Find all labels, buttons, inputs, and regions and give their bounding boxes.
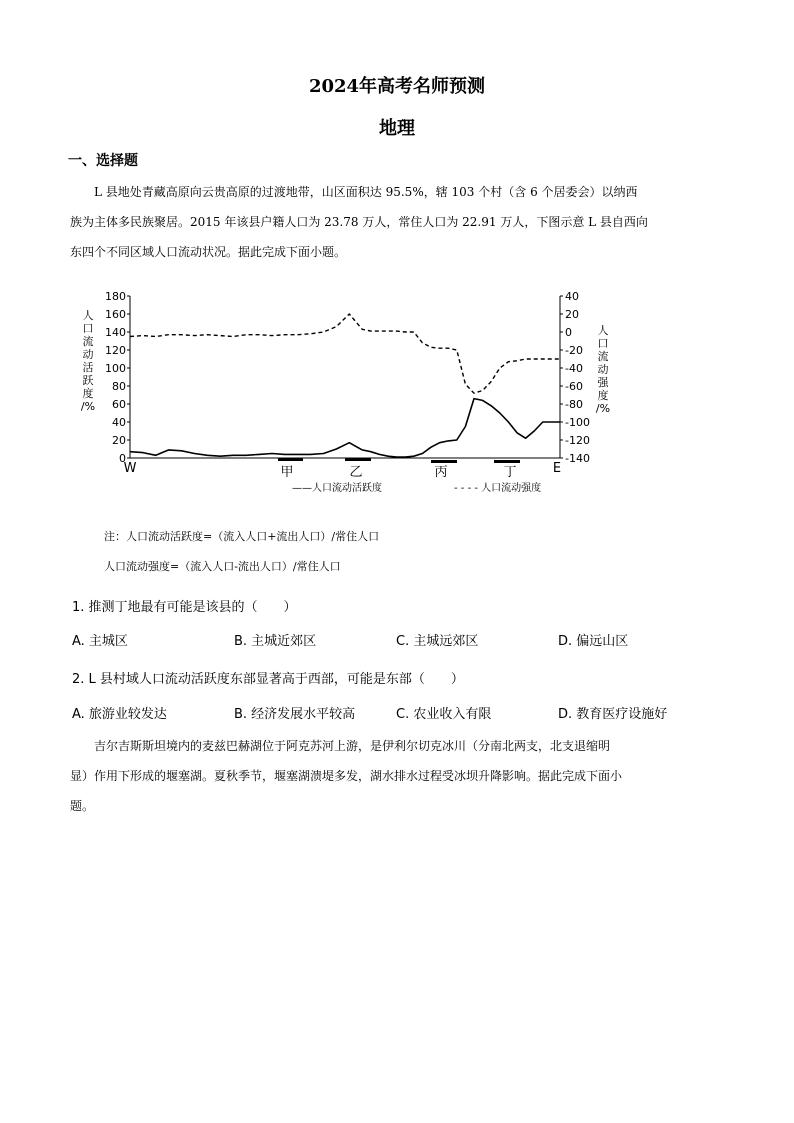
section-heading: 一、选择题: [68, 153, 138, 169]
question-1-option-a[interactable]: A. 主城区: [72, 634, 128, 649]
x-end-west: W: [123, 461, 137, 476]
passage-1: [70, 177, 718, 267]
question-2-option-a[interactable]: A. 旅游业较发达: [72, 707, 167, 722]
question-2-option-b[interactable]: B. 经济发展水平较高: [234, 707, 356, 722]
question-2-option-d[interactable]: D. 教育医疗设施好: [558, 707, 668, 722]
svg-text:人: 人: [82, 309, 94, 322]
svg-text:动: 动: [82, 348, 94, 361]
left-axis-tick-label: 40: [112, 416, 126, 429]
passage-2-line: 显）作用下形成的堰塞湖。夏秋季节，堰塞湖溃堤多发，湖水排水过程受冰坝升降影响。据此完成下面小: [70, 769, 623, 783]
right-axis-tick-label: 0: [565, 326, 572, 339]
note-intensity: 人口流动强度=（流入人口-流出人口）/常住人口: [104, 560, 341, 573]
question-2-stem: 2. L 县村域人口流动活跃度东部显著高于西部，可能是东部（ ）: [72, 672, 464, 687]
population-flow-chart: [70, 285, 611, 497]
page-title: 2024年高考名师预测: [308, 76, 486, 97]
region-bar-ding: [494, 460, 520, 463]
right-axis-tick-label: -100: [565, 416, 590, 429]
legend-dashed: - - - - 人口流动强度: [454, 483, 542, 494]
region-label-yi: 乙: [349, 465, 363, 480]
left-axis-tick-label: 160: [105, 308, 126, 321]
left-axis-tick-label: 180: [105, 290, 126, 303]
question-2-option-c[interactable]: C. 农业收入有限: [396, 707, 492, 722]
question-1-stem: 1. 推测丁地最有可能是该县的（ ）: [72, 600, 297, 615]
svg-text:流: 流: [597, 350, 609, 363]
right-axis-tick-label: -140: [565, 452, 590, 465]
passage-2-line: 吉尔吉斯斯坦境内的麦兹巴赫湖位于阿克苏河上游，是伊利尔切克冰川（分南北两支，北支退缩明: [94, 739, 611, 753]
svg-text:口: 口: [82, 322, 94, 335]
left-axis-tick-label: 60: [112, 398, 126, 411]
passage-2-line: 题。: [70, 799, 95, 813]
left-axis-tick-label: 140: [105, 326, 126, 339]
svg-text:度: 度: [597, 389, 609, 402]
legend-solid: ——人口流动活跃度: [292, 483, 382, 494]
svg-text:/%: /%: [80, 400, 96, 413]
svg-text:动: 动: [597, 363, 609, 376]
right-axis-tick-label: -120: [565, 434, 590, 447]
region-bar-jia: [278, 458, 303, 461]
note-activity: 注：人口流动活跃度=（流入人口+流出人口）/常住人口: [104, 530, 380, 543]
question-1-option-d[interactable]: D. 偏远山区: [558, 634, 629, 649]
svg-text:度: 度: [82, 387, 94, 400]
left-axis-tick-label: 20: [112, 434, 126, 447]
passage-1-line: 东四个不同区域人口流动状况。据此完成下面小题。: [70, 245, 347, 259]
region-label-ding: 丁: [503, 465, 517, 480]
right-axis-tick-label: -20: [565, 344, 583, 357]
region-label-jia: 甲: [280, 465, 294, 480]
svg-text:口: 口: [597, 337, 609, 350]
right-axis-tick-label: 40: [565, 290, 579, 303]
svg-text:流: 流: [82, 335, 94, 348]
svg-text:强: 强: [597, 376, 609, 389]
left-axis-tick-label: 100: [105, 362, 126, 375]
left-axis-label: [81, 309, 95, 413]
region-label-bing: 丙: [434, 465, 448, 480]
passage-2: [70, 731, 718, 821]
left-axis-tick-label: 80: [112, 380, 126, 393]
right-axis-label: [596, 324, 610, 415]
left-axis-tick-label: 0: [119, 452, 126, 465]
passage-1-line: L 县地处青藏高原向云贵高原的过渡地带，山区面积达 95.5%，辖 103 个村（含 6 个居委会）以纳西: [94, 185, 638, 199]
x-end-east: E: [552, 461, 562, 476]
series-line-intensity: [130, 314, 560, 393]
region-bar-bing: [431, 460, 457, 463]
series-line-activity: [130, 399, 560, 458]
question-1-option-b[interactable]: B. 主城近郊区: [234, 634, 317, 649]
right-axis-tick-label: -60: [565, 380, 583, 393]
svg-text:跃: 跃: [82, 374, 94, 387]
passage-1-line: 族为主体多民族聚居。2015 年该县户籍人口为 23.78 万人，常住人口为 22.91 万人，下图示意 L 县自西向: [70, 215, 648, 229]
svg-text:/%: /%: [595, 402, 611, 415]
left-axis-tick-label: 120: [105, 344, 126, 357]
region-bar-yi: [345, 458, 371, 461]
svg-text:人: 人: [597, 324, 609, 337]
right-axis-tick-label: -80: [565, 398, 583, 411]
right-axis-tick-label: 20: [565, 308, 579, 321]
question-1-option-c[interactable]: C. 主城远郊区: [396, 634, 479, 649]
svg-text:活: 活: [82, 361, 94, 374]
subject-title: 地理: [379, 118, 415, 139]
right-axis-tick-label: -40: [565, 362, 583, 375]
